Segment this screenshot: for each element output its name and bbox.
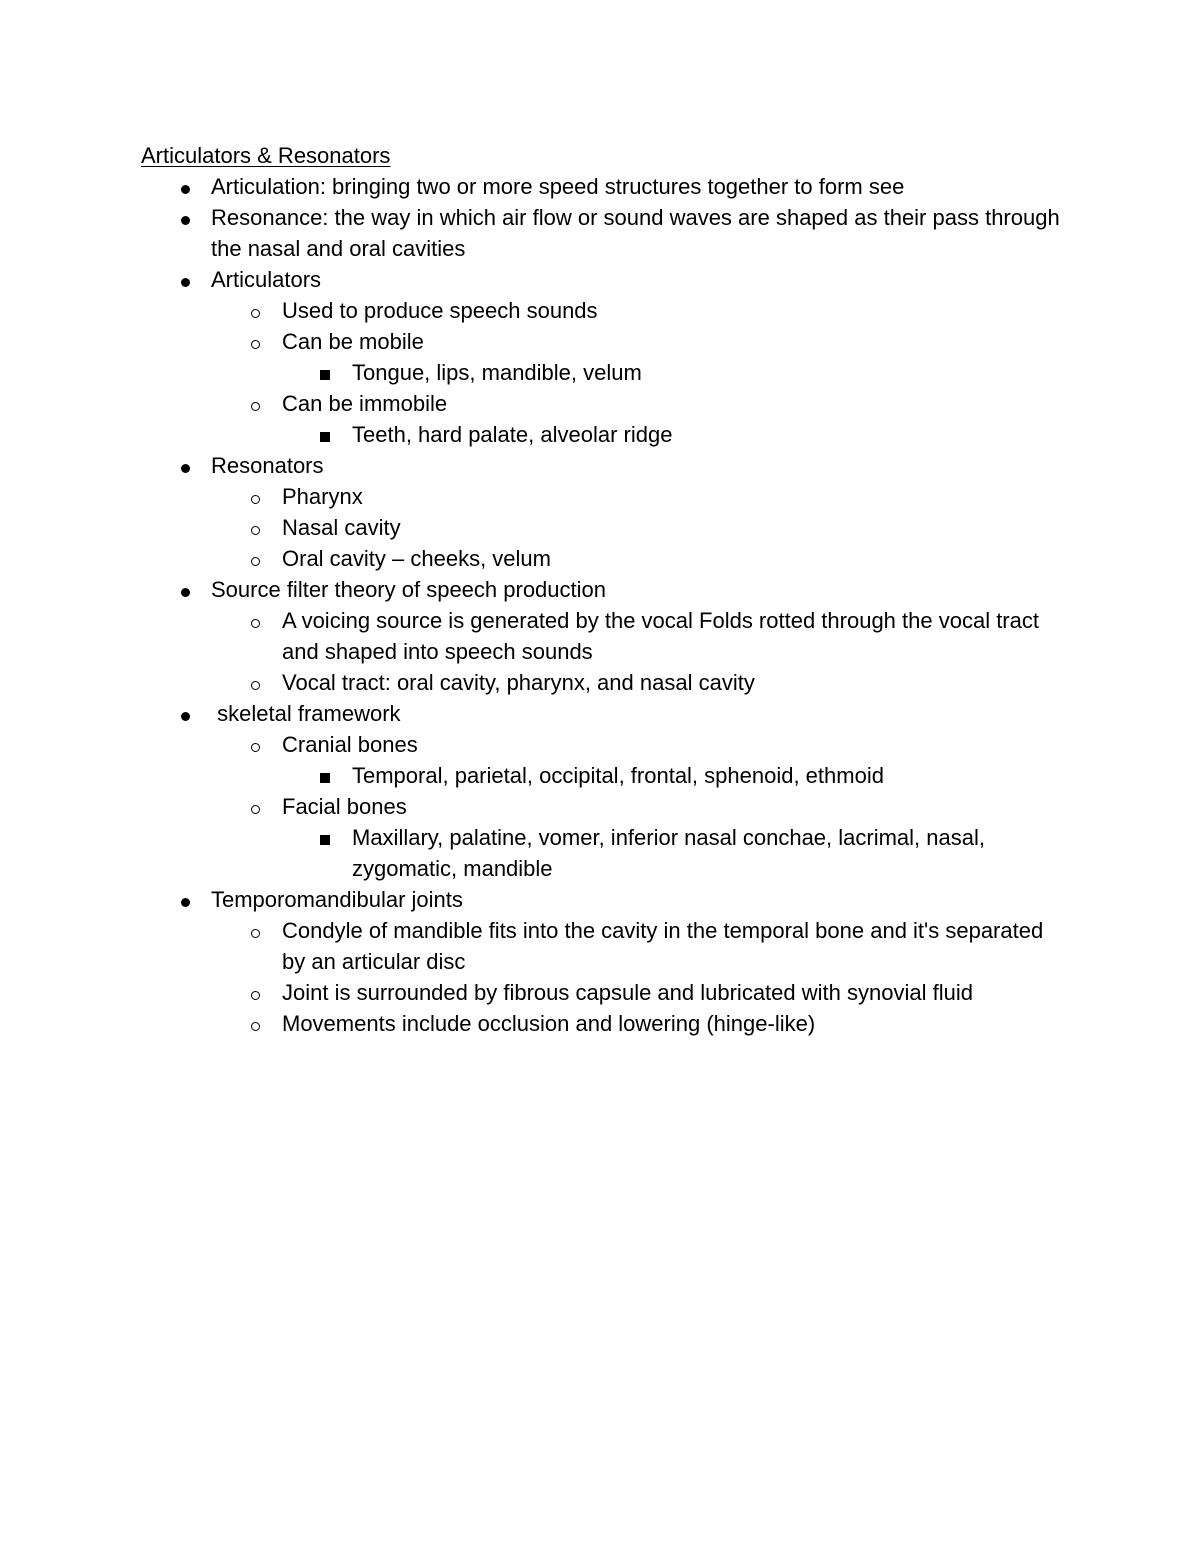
list-item-level-1 [141, 171, 1061, 202]
list-item-text: Facial bones [282, 794, 407, 819]
list-item-text: Vocal tract: oral cavity, pharynx, and nasal cavity [282, 670, 755, 695]
bullet-dot-icon [175, 884, 195, 915]
list-item-text: Maxillary, palatine, vomer, inferior nasal conchae, lacrimal, nasal, zygomatic, mandible [352, 825, 992, 881]
list-item-level-2 [141, 543, 1061, 574]
list-item-level-2 [141, 915, 1061, 977]
bullet-dot-icon [175, 698, 195, 729]
list-item-text: Teeth, hard palate, alveolar ridge [352, 422, 673, 447]
list-item-level-2 [141, 667, 1061, 698]
bullet-circle-icon [245, 605, 265, 636]
bullet-circle-icon [245, 791, 265, 822]
bullet-circle-icon [245, 915, 265, 946]
list-item-text: Articulation: bringing two or more speed structures together to form see [211, 174, 905, 199]
list-item-text: Temporal, parietal, occipital, frontal, sphenoid, ethmoid [352, 763, 884, 788]
list-item-level-1 [141, 202, 1066, 264]
list-item-level-2 [141, 326, 1061, 357]
bullet-dot-icon [175, 264, 195, 295]
list-item-text: Condyle of mandible fits into the cavity in the temporal bone and it's separated by an articular disc [282, 918, 1050, 974]
bullet-dot-icon [175, 574, 195, 605]
bullet-circle-icon [245, 295, 265, 326]
bullet-square-icon [315, 419, 335, 450]
list-item-level-2 [141, 977, 1061, 1008]
bullet-square-icon [315, 822, 335, 853]
list-item-level-2 [141, 605, 1061, 667]
document-body [141, 140, 1066, 1039]
list-item-text: Source filter theory of speech production [211, 577, 607, 602]
bullet-dot-icon [175, 202, 195, 233]
bullet-circle-icon [245, 388, 265, 419]
list-item-level-1 [141, 264, 1061, 295]
list-item-level-2 [141, 481, 1061, 512]
bullet-circle-icon [245, 326, 265, 357]
list-item-text: Used to produce speech sounds [282, 298, 598, 323]
list-item-text: Articulators [211, 267, 322, 292]
list-item-level-2 [141, 1008, 1061, 1039]
list-item-level-2 [141, 791, 1061, 822]
list-item-level-1 [141, 698, 1061, 729]
list-item-level-1 [141, 884, 1061, 915]
bullet-circle-icon [245, 512, 265, 543]
list-item-text: skeletal framework [211, 701, 401, 726]
bullet-circle-icon [245, 481, 265, 512]
bullet-circle-icon [245, 667, 265, 698]
outline-list [141, 171, 1066, 1039]
list-item-text: Joint is surrounded by fibrous capsule and lubricated with synovial fluid [282, 980, 973, 1005]
list-item-level-2 [141, 512, 1061, 543]
bullet-square-icon [315, 357, 335, 388]
list-item-text: Cranial bones [282, 732, 418, 757]
list-item-text: Tongue, lips, mandible, velum [352, 360, 642, 385]
list-item-text: Oral cavity – cheeks, velum [282, 546, 551, 571]
list-item-level-1 [141, 450, 1061, 481]
list-item-text: Can be immobile [282, 391, 448, 416]
list-item-level-3 [141, 419, 1061, 450]
list-item-level-3 [141, 760, 1061, 791]
document-title: Articulators & Resonators [141, 143, 391, 168]
list-item-text: A voicing source is generated by the vocal Folds rotted through the vocal tract and shaped into speech sounds [282, 608, 1046, 664]
list-item-text: Temporomandibular joints [211, 887, 463, 912]
bullet-circle-icon [245, 977, 265, 1008]
list-item-level-3 [141, 822, 1061, 884]
list-item-text: Resonance: the way in which air flow or sound waves are shaped as their pass through the nasal and oral cavities [211, 205, 1066, 261]
list-item-text: Can be mobile [282, 329, 424, 354]
list-item-text: Nasal cavity [282, 515, 401, 540]
list-item-text: Movements include occlusion and lowering (hinge-like) [282, 1011, 816, 1036]
list-item-level-2 [141, 295, 1061, 326]
bullet-dot-icon [175, 450, 195, 481]
list-item-level-2 [141, 388, 1061, 419]
list-item-level-3 [141, 357, 1061, 388]
bullet-circle-icon [245, 1008, 265, 1039]
bullet-circle-icon [245, 543, 265, 574]
bullet-dot-icon [175, 171, 195, 202]
bullet-circle-icon [245, 729, 265, 760]
bullet-square-icon [315, 760, 335, 791]
list-item-text: Resonators [211, 453, 324, 478]
list-item-level-2 [141, 729, 1061, 760]
list-item-level-1 [141, 574, 1061, 605]
list-item-text: Pharynx [282, 484, 363, 509]
